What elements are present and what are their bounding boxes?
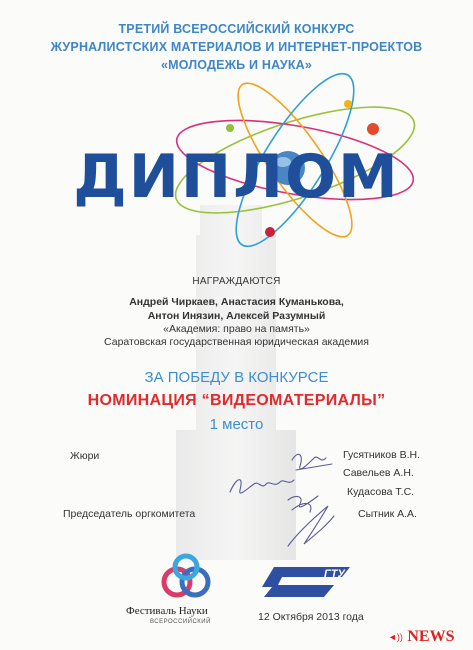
jury-member: Гусятников В.Н. bbox=[343, 449, 420, 461]
signatures bbox=[200, 440, 350, 560]
chair-label: Председатель оргкомитета bbox=[63, 508, 196, 520]
university-logo-text: ГТУ bbox=[324, 568, 345, 580]
electron-icon bbox=[367, 123, 379, 135]
news-watermark bbox=[388, 628, 454, 646]
winners-line2: Антон Инязин, Алексей Разумный bbox=[147, 310, 326, 322]
diploma-title: ДИПЛОМ bbox=[73, 142, 400, 212]
festival-subtitle: ВСЕРОССИЙСКИЙ bbox=[150, 619, 211, 625]
news-label: NEWS bbox=[407, 628, 455, 645]
university-logo-icon bbox=[262, 563, 352, 599]
issue-date: 12 Октября 2013 года bbox=[258, 611, 364, 623]
contest-title-line1: ТРЕТИЙ ВСЕРОССИЙСКИЙ КОНКУРС bbox=[118, 22, 355, 36]
festival-name: Фестиваль Науки bbox=[126, 605, 208, 617]
awarded-label: НАГРАЖДАЮТСЯ bbox=[192, 276, 281, 287]
victory-text: ЗА ПОБЕДУ В КОНКУРСЕ bbox=[144, 369, 329, 386]
jury-member: Савельев А.Н. bbox=[343, 467, 414, 479]
contest-title-line2: ЖУРНАЛИСТСКИХ МАТЕРИАЛОВ И ИНТЕРНЕТ-ПРОЕКТОВ bbox=[50, 40, 423, 54]
festival-logo-icon bbox=[160, 552, 212, 602]
signal-icon: ◄)) bbox=[388, 631, 403, 642]
nomination-text: НОМИНАЦИЯ “ВИДЕОМАТЕРИАЛЫ” bbox=[87, 392, 386, 409]
electron-icon bbox=[226, 124, 234, 132]
institution: Саратовская государственная юридическая академия bbox=[104, 336, 369, 348]
contest-title-line3: «МОЛОДЕЖЬ И НАУКА» bbox=[160, 58, 313, 72]
winners-line1: Андрей Чиркаев, Анастасия Куманькова, bbox=[129, 296, 344, 308]
jury-member: Кудасова Т.С. bbox=[347, 486, 415, 498]
place-text: 1 место bbox=[209, 416, 264, 433]
electron-icon bbox=[344, 100, 352, 108]
project-title: «Академия: право на память» bbox=[163, 323, 310, 335]
chair-name: Сытник А.А. bbox=[358, 508, 417, 520]
jury-label: Жюри bbox=[70, 450, 100, 462]
electron-icon bbox=[265, 227, 275, 237]
